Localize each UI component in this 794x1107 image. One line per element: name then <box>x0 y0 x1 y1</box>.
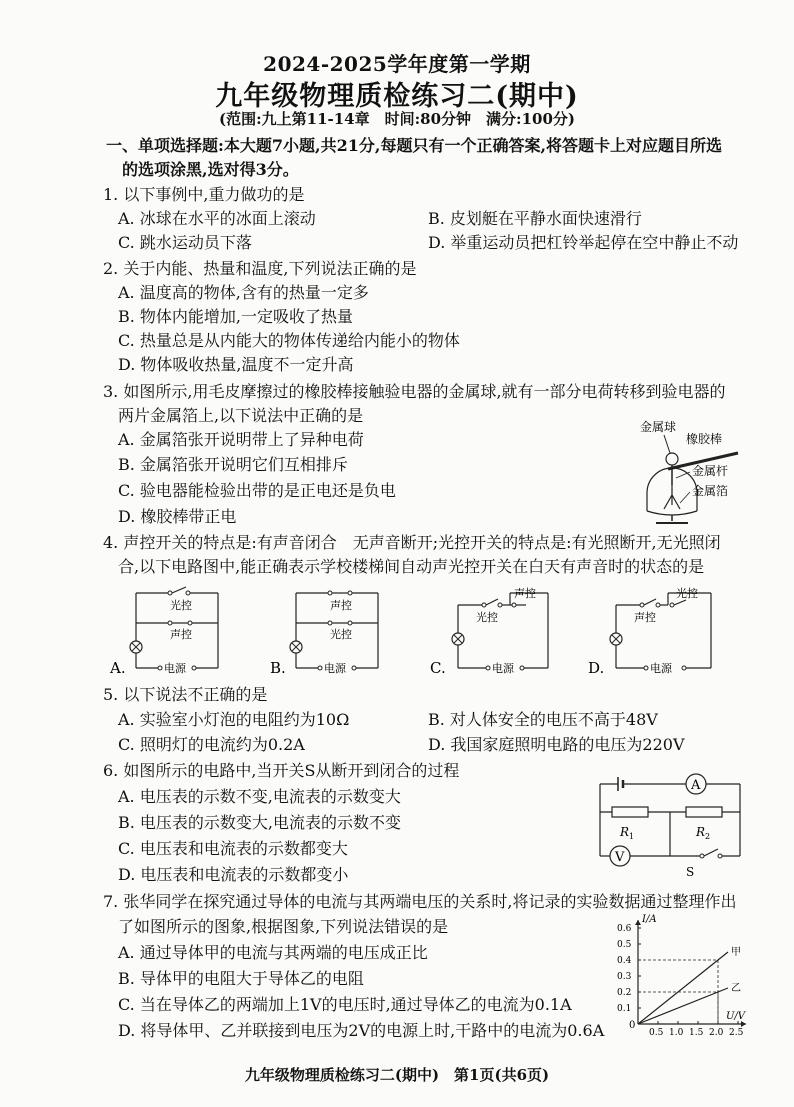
section-line-1: 一、单项选择题:本大题7小题,共21分,每题只有一个正确答案,将答题卡上对应题目所选 <box>106 136 723 155</box>
x-axis-label: U/V <box>726 1011 746 1022</box>
circuit-d <box>586 583 721 683</box>
y-tick-label: 0.2 <box>617 988 632 998</box>
circuit-a <box>108 583 228 683</box>
series-line-2 <box>638 988 728 1024</box>
q2-option-c: C. 热量总是从内能大的物体传递给内能小的物体 <box>118 331 460 350</box>
page-title: 九年级物理质检练习二(期中) <box>215 81 579 112</box>
q4-stem-1: 4. 声控开关的特点是:有声音闭合 无声音断开;光控开关的特点是:有光照断开,无光照闭 <box>103 533 721 552</box>
q6-option-a: A. 电压表的示数不变,电流表的示数变大 <box>118 787 401 806</box>
q6-circuit-figure <box>590 772 750 882</box>
q2-option-d: D. 物体吸收热量,温度不一定升高 <box>118 355 354 374</box>
circuit-b-letter: B. <box>270 659 286 677</box>
x-tick-label: 1.5 <box>689 1028 704 1038</box>
q5-option-a: A. 实验室小灯泡的电阻约为10Ω <box>118 710 350 729</box>
origin-label: 0 <box>629 1020 636 1031</box>
q3-stem-2: 两片金属箔上,以下说法中正确的是 <box>118 406 364 425</box>
chart-layer <box>617 914 747 1038</box>
circuit-d-right-switch: 光控 <box>676 587 698 600</box>
circuit-a-letter: A. <box>110 659 126 677</box>
school-year: 2024-2025学年度第一学期 <box>263 52 531 76</box>
q3-stem-1: 3. 如图所示,用毛皮摩擦过的橡胶棒接触验电器的金属球,就有一部分电荷转移到验电器的 <box>103 382 726 401</box>
q7-option-a: A. 通过导体甲的电流与其两端的电压成正比 <box>118 943 428 962</box>
series-line-1 <box>638 952 728 1024</box>
q7-option-b: B. 导体甲的电阻大于导体乙的电阻 <box>118 969 364 988</box>
y-axis-arrow <box>635 920 641 925</box>
q5-option-c: C. 照明灯的电流约为0.2A <box>118 735 305 754</box>
r2-subscript: 2 <box>705 832 711 841</box>
series-label-2: 乙 <box>731 983 741 994</box>
circuit-d-letter: D. <box>588 659 605 677</box>
series-label-1: 甲 <box>731 947 741 958</box>
q3-option-c: C. 验电器能检验出带的是正电还是负电 <box>118 481 396 500</box>
y-axis-label: I/A <box>642 914 657 925</box>
section-line-2: 的选项涂黑,选对得3分。 <box>122 160 299 179</box>
circuit-b-source: 电源 <box>324 662 346 675</box>
circuit-c-right-switch: 声控 <box>514 587 536 600</box>
q3-option-a: A. 金属箔张开说明带上了异种电荷 <box>118 430 364 449</box>
q5-option-d: D. 我国家庭照明电路的电压为220V <box>428 735 685 754</box>
circuit-c-source: 电源 <box>492 662 514 675</box>
q2-option-b: B. 物体内能增加,一定吸收了热量 <box>118 307 354 326</box>
y-tick-label: 0.3 <box>617 972 632 982</box>
y-tick-label: 0.5 <box>617 940 632 950</box>
ammeter-label: A <box>691 778 701 793</box>
electroscope-figure <box>620 415 770 530</box>
q1-option-b: B. 皮划艇在平静水面快速滑行 <box>428 209 642 228</box>
section-instruction <box>106 134 756 182</box>
circuit-b-mid-switch: 光控 <box>330 628 352 641</box>
circuit-b <box>268 583 388 683</box>
q3-option-b: B. 金属箔张开说明它们互相排斥 <box>118 455 348 474</box>
q3-option-d: D. 橡胶棒带正电 <box>118 507 237 526</box>
q1-option-a: A. 冰球在水平的冰面上滚动 <box>118 209 316 228</box>
q7-option-c: C. 当在导体乙的两端加上1V的电压时,通过导体乙的电流为0.1A <box>118 995 572 1014</box>
q4-stem-2: 合,以下电路图中,能正确表示学校楼梯间自动声光控开关在白天有声音时的状态的是 <box>118 557 705 576</box>
label-metal-pole: 金属杆 <box>692 464 729 478</box>
circuit-a-top-switch: 光控 <box>170 599 192 612</box>
q7-stem-1: 7. 张华同学在探究通过导体的电流与其两端电压的关系时,将记录的实验数据通过整理作出 <box>103 892 737 911</box>
q6-option-c: C. 电压表和电流表的示数都变大 <box>118 839 348 858</box>
x-tick-label: 2.5 <box>729 1028 744 1038</box>
x-tick-label: 2.0 <box>709 1028 724 1038</box>
circuit-d-source: 电源 <box>650 662 672 675</box>
label-metal-foil: 金属箔 <box>692 484 729 498</box>
y-tick-label: 0.1 <box>617 1004 632 1014</box>
circuit-d-left-switch: 声控 <box>634 611 656 624</box>
x-tick-label: 0.5 <box>649 1028 664 1038</box>
iv-graph <box>610 912 760 1040</box>
r1-subscript: 1 <box>629 832 635 841</box>
q5-option-b: B. 对人体安全的电压不高于48V <box>428 710 658 729</box>
circuit-c-letter: C. <box>430 659 446 677</box>
switch-label: S <box>686 865 695 879</box>
r1-label: R <box>620 825 630 839</box>
circuit-c <box>428 583 558 683</box>
q1-stem: 1. 以下事例中,重力做功的是 <box>103 185 305 204</box>
y-tick-label: 0.4 <box>617 956 632 966</box>
circuit-b-top-switch: 声控 <box>330 599 352 612</box>
q7-stem-2: 了如图所示的图象,根据图象,下列说法错误的是 <box>118 917 449 936</box>
q7-option-d: D. 将导体甲、乙并联接到电压为2V的电源上时,干路中的电流为0.6A <box>118 1021 605 1040</box>
q6-option-b: B. 电压表的示数变大,电流表的示数不变 <box>118 813 402 832</box>
q6-option-d: D. 电压表和电流表的示数都变小 <box>118 865 349 884</box>
circuit-a-source: 电源 <box>164 662 186 675</box>
q1-option-d: D. 举重运动员把杠铃举起停在空中静止不动 <box>428 233 739 252</box>
q2-option-a: A. 温度高的物体,含有的热量一定多 <box>118 283 369 302</box>
q1-option-c: C. 跳水运动员下落 <box>118 233 252 252</box>
voltmeter-label: V <box>615 850 625 865</box>
page-footer: 九年级物理质检练习二(期中) 第1页(共6页) <box>244 1066 550 1084</box>
label-metal-ball: 金属球 <box>640 420 677 434</box>
q5-stem: 5. 以下说法不正确的是 <box>103 685 268 704</box>
label-rubber-rod: 橡胶棒 <box>686 432 723 446</box>
q6-stem: 6. 如图所示的电路中,当开关S从断开到闭合的过程 <box>103 761 460 780</box>
y-tick-label: 0.6 <box>617 924 632 934</box>
r2-label: R <box>696 825 706 839</box>
circuit-a-mid-switch: 声控 <box>170 628 192 641</box>
q2-stem: 2. 关于内能、热量和温度,下列说法正确的是 <box>103 259 417 278</box>
circuit-c-left-switch: 光控 <box>476 611 498 624</box>
x-tick-label: 1.0 <box>669 1028 684 1038</box>
exam-info: (范围:九上第11-14章 时间:80分钟 满分:100分) <box>219 110 575 128</box>
